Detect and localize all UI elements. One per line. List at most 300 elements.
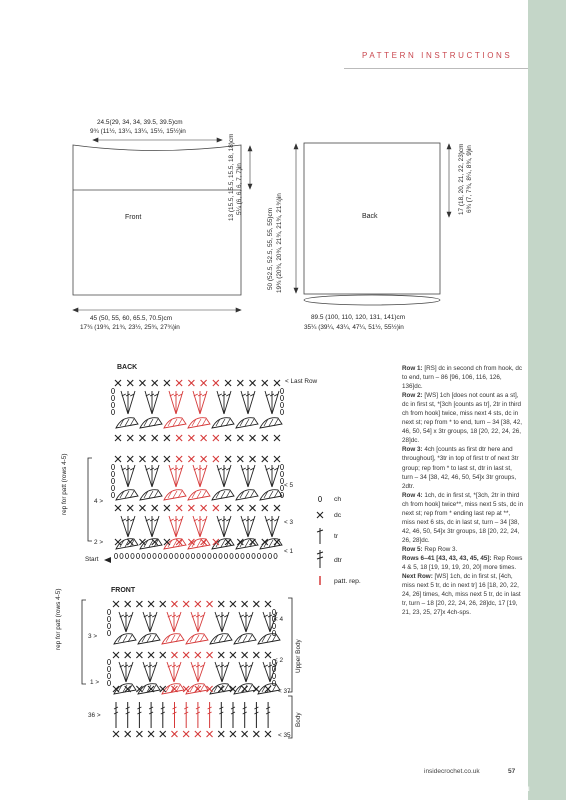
- ch-symbol: [272, 680, 275, 685]
- tr-group-symbol: [241, 391, 255, 414]
- dc-symbol: [237, 505, 243, 511]
- dc-symbol: [113, 652, 119, 658]
- upper-body-bracket: [288, 598, 292, 692]
- ch-symbol: [280, 395, 283, 400]
- instruction-label: Next Row:: [402, 573, 433, 581]
- ch-symbol: [208, 553, 211, 558]
- ch-symbol: [111, 464, 114, 469]
- instruction-text: [RS] dc in second ch from hook, dc to end, turn – 86 [96, 106, 116, 126, 136]dc.: [402, 365, 523, 391]
- tr-group-symbol: [143, 612, 157, 632]
- back-height-dim-in: 19¾ (20¾, 20¾, 21¾, 21¾, 21¾)in: [276, 193, 283, 293]
- front-row-36-label: 36 >: [88, 712, 101, 719]
- dc-symbol: [213, 456, 219, 462]
- cluster-stroke: [221, 419, 225, 426]
- dc-symbol: [262, 380, 268, 386]
- dc-symbol: [115, 435, 121, 441]
- dc-symbol: [183, 652, 189, 658]
- ch-symbol: [111, 402, 114, 407]
- ch-symbol: [272, 630, 275, 635]
- dc-symbol: [218, 731, 224, 737]
- ch-symbol: [111, 471, 114, 476]
- cluster-stroke: [269, 540, 273, 547]
- dc-symbol: [262, 435, 268, 441]
- tr-group-symbol: [191, 662, 205, 682]
- dc-symbol: [265, 601, 271, 607]
- dc-symbol: [262, 456, 268, 462]
- instruction-label: Row 4:: [402, 491, 423, 499]
- dc-symbol: [213, 435, 219, 441]
- dc-symbol: [115, 539, 121, 545]
- dc-symbol: [152, 380, 158, 386]
- ch-symbol: [274, 553, 277, 558]
- cluster-stroke: [125, 491, 129, 498]
- instruction-row-5: [402, 545, 524, 554]
- footer-site: insidecrochet.co.uk: [424, 768, 480, 775]
- front-bottom-dim-cm: 45 (50, 55, 60, 65.5, 70.5)cm: [90, 315, 173, 322]
- cluster-stroke: [149, 419, 153, 426]
- dc-symbol: [250, 380, 256, 386]
- cluster-stroke: [171, 635, 175, 642]
- start-arrow: [104, 557, 111, 563]
- legend-ch: ch: [334, 496, 342, 503]
- cluster-stroke: [125, 419, 129, 426]
- dc-symbol: [115, 456, 121, 462]
- cluster-stroke: [245, 419, 249, 426]
- dc-symbol: [160, 652, 166, 658]
- instruction-row-2: [402, 391, 524, 445]
- dc-symbol: [242, 652, 248, 658]
- dc-symbol: [253, 601, 259, 607]
- dc-symbol: [139, 380, 145, 386]
- front-top-dim-cm: 24.5(29, 34, 34, 39.5, 39.5)cm: [97, 119, 183, 126]
- ch-symbol: [219, 553, 222, 558]
- dc-symbol: [237, 380, 243, 386]
- dc-symbol: [262, 505, 268, 511]
- tr-group-symbol: [191, 612, 205, 632]
- dc-symbol: [183, 686, 189, 692]
- dc-symbol: [113, 601, 119, 607]
- instruction-row-3: [402, 445, 524, 490]
- ch-symbol: [263, 553, 266, 558]
- dc-symbol: [225, 539, 231, 545]
- legend-dtr: dtr: [334, 557, 342, 564]
- cluster-stroke: [269, 419, 273, 426]
- back-start-label: Start: [85, 556, 99, 563]
- dc-symbol: [148, 731, 154, 737]
- back-height-dim-cm: 50 (52.5, 52.5, 55, 55, 55)cm: [267, 207, 274, 290]
- dc-symbol: [125, 601, 131, 607]
- ch-symbol: [280, 464, 283, 469]
- back-row-4-label: 4 >: [94, 498, 104, 505]
- ch-symbol: [107, 616, 110, 621]
- tr-group-symbol: [145, 391, 159, 414]
- cluster-stroke: [269, 491, 273, 498]
- tr-group-symbol: [121, 516, 135, 537]
- dc-symbol: [201, 505, 207, 511]
- tr-group-symbol: [239, 662, 253, 682]
- ch-symbol: [235, 553, 238, 558]
- tr-group-symbol: [121, 391, 135, 414]
- dc-symbol: [225, 456, 231, 462]
- cluster-stroke: [149, 540, 153, 547]
- ch-symbol: [202, 553, 205, 558]
- dc-symbol: [152, 435, 158, 441]
- ch-symbol: [318, 496, 321, 501]
- tr-group-symbol: [265, 391, 279, 414]
- dc-symbol: [136, 601, 142, 607]
- back-side-dim-in: 6¾ (7, 7¾, 8¼, 8¾, 9)in: [466, 145, 473, 213]
- back-piece-label: Back: [362, 213, 378, 220]
- dc-symbol: [242, 601, 248, 607]
- instruction-label: Row 2:: [402, 392, 423, 400]
- instruction-rows-6-41: [402, 554, 524, 572]
- dc-symbol: [265, 652, 271, 658]
- instruction-text: Rep Row 3.: [422, 545, 458, 553]
- ch-symbol: [131, 553, 134, 558]
- back-row-5-label: < 5: [284, 482, 294, 489]
- cluster-stroke: [123, 635, 127, 642]
- instruction-text: Rep Rows 4 & 5, 18 [19, 19, 19, 20, 20] more times.: [402, 554, 523, 572]
- back-row-1-label: < 1: [284, 548, 294, 555]
- tr-group-symbol: [193, 391, 207, 414]
- tr-group-symbol: [239, 612, 253, 632]
- dc-symbol: [195, 601, 201, 607]
- cluster-stroke: [147, 635, 151, 642]
- instruction-text: 1ch, dc in first st, *[3ch, 2tr in third ch from hook] twice**, miss next 5 sts, dc in next st; rep from * ending last rep at **, miss next 6 sts, dc in last st, turn – 34 [38, 42, 46, 50, 54]x 3tr groups, 18 [20, 22, 24, 26, 28]dc.: [402, 491, 524, 544]
- dc-symbol: [188, 505, 194, 511]
- dc-symbol: [242, 731, 248, 737]
- front-side-dim-cm: 13 (15.5, 15.5, 15.5, 18, 18)cm: [228, 133, 235, 221]
- front-piece-label: Front: [125, 214, 142, 221]
- ch-symbol: [252, 553, 255, 558]
- tr-group-symbol: [169, 391, 183, 414]
- dc-symbol: [250, 435, 256, 441]
- cluster-stroke: [267, 635, 271, 642]
- dc-symbol: [207, 601, 213, 607]
- ch-symbol: [280, 409, 283, 414]
- tr-group-symbol: [215, 662, 229, 682]
- dc-symbol: [160, 601, 166, 607]
- dc-symbol: [164, 505, 170, 511]
- dc-symbol: [201, 456, 207, 462]
- dc-symbol: [127, 505, 133, 511]
- ch-symbol: [107, 680, 110, 685]
- back-row-2-label: 2 >: [94, 539, 104, 546]
- dc-symbol: [253, 686, 259, 692]
- back-rep-label: rep for patt (rows 4-5): [61, 453, 68, 515]
- dc-symbol: [183, 601, 189, 607]
- back-side-dim-cm: 17 (18, 20, 21, 22, 23)cm: [458, 143, 465, 215]
- dc-symbol: [274, 435, 280, 441]
- ch-symbol: [272, 609, 275, 614]
- ch-symbol: [120, 553, 123, 558]
- cluster-stroke: [195, 635, 199, 642]
- instruction-row-4: [402, 491, 524, 545]
- dc-symbol: [265, 686, 271, 692]
- ch-symbol: [280, 402, 283, 407]
- front-row-3-label: 3 >: [88, 633, 98, 640]
- dc-symbol: [164, 435, 170, 441]
- dc-symbol: [237, 435, 243, 441]
- ch-symbol: [246, 553, 249, 558]
- dc-symbol: [148, 652, 154, 658]
- legend-dtr-symbol: [317, 550, 323, 568]
- front-body-label: Body: [295, 712, 302, 727]
- ch-symbol: [175, 553, 178, 558]
- dc-symbol: [160, 731, 166, 737]
- footer-page-number: 57: [508, 768, 516, 775]
- tr-group-symbol: [167, 662, 181, 682]
- dc-symbol: [152, 456, 158, 462]
- cluster-stroke: [219, 635, 223, 642]
- ch-symbol: [191, 553, 194, 558]
- dc-symbol: [195, 652, 201, 658]
- back-chart-title: BACK: [117, 364, 138, 371]
- dc-symbol: [176, 456, 182, 462]
- back-bottom-dim-in: 35¼ (39¼, 43¼, 47¼, 51½, 55½)in: [304, 324, 404, 331]
- front-top-dim-in: 9¾ (11½, 13¼, 13¼, 15½, 15½)in: [90, 128, 186, 135]
- cluster-stroke: [221, 491, 225, 498]
- front-row-2-label: < 2: [274, 657, 284, 664]
- dc-symbol: [250, 505, 256, 511]
- ch-symbol: [136, 553, 139, 558]
- ch-symbol: [111, 492, 114, 497]
- tr-group-symbol: [217, 516, 231, 537]
- cluster-stroke: [243, 635, 247, 642]
- ch-symbol: [107, 630, 110, 635]
- tr-group-symbol: [263, 662, 277, 682]
- dc-symbol: [274, 380, 280, 386]
- dc-symbol: [188, 435, 194, 441]
- ch-symbol: [224, 553, 227, 558]
- dc-symbol: [242, 686, 248, 692]
- ch-symbol: [280, 471, 283, 476]
- ch-symbol: [147, 553, 150, 558]
- dc-symbol: [250, 456, 256, 462]
- dc-symbol: [164, 456, 170, 462]
- instruction-label: Row 3:: [402, 446, 423, 454]
- instruction-text: [WS] 1ch [does not count as a st], dc in first st, *[3ch [counts as tr], 2tr in third ch from hook] twice, miss next 4 sts, dc in next st; rep from * to end, turn – 34 [38, 42, 46, 50, 54] x 3tr groups, 18 [20, 22, 24, 26, 28]dc.: [402, 392, 523, 445]
- dc-symbol: [218, 601, 224, 607]
- ch-symbol: [111, 388, 114, 393]
- cluster-stroke: [245, 491, 249, 498]
- ch-symbol: [164, 553, 167, 558]
- dc-symbol: [225, 435, 231, 441]
- ch-symbol: [111, 409, 114, 414]
- front-row-37-label: < 37: [278, 688, 291, 695]
- dc-symbol: [253, 652, 259, 658]
- dc-symbol: [136, 652, 142, 658]
- dc-symbol: [176, 380, 182, 386]
- dc-symbol: [207, 652, 213, 658]
- ch-symbol: [111, 485, 114, 490]
- ch-symbol: [107, 673, 110, 678]
- front-chart-title: FRONT: [111, 587, 136, 594]
- dc-symbol: [139, 456, 145, 462]
- tr-group-symbol: [145, 465, 159, 487]
- ch-symbol: [180, 553, 183, 558]
- instruction-label: Row 5:: [402, 545, 423, 553]
- dc-symbol: [201, 435, 207, 441]
- ch-symbol: [107, 623, 110, 628]
- tr-group-symbol: [241, 465, 255, 487]
- cluster-stroke: [245, 540, 249, 547]
- dc-symbol: [115, 505, 121, 511]
- dc-symbol: [274, 505, 280, 511]
- tr-group-symbol: [119, 612, 133, 632]
- tr-group-symbol: [217, 465, 231, 487]
- ch-symbol: [153, 553, 156, 558]
- dc-symbol: [171, 601, 177, 607]
- ch-symbol: [169, 553, 172, 558]
- instruction-next-row: [402, 572, 524, 617]
- back-rep-bracket: [88, 458, 92, 541]
- ch-symbol: [107, 609, 110, 614]
- ch-symbol: [197, 553, 200, 558]
- tr-group-symbol: [169, 516, 183, 537]
- dc-symbol: [183, 731, 189, 737]
- instruction-text: [WS] 1ch, dc in first st, [4ch, miss next 5 tr, dc in next tr] 16 [18, 20, 22, 24, 26] times, 4ch, miss next 5 tr, dc in last tr, turn – 18 [20, 22, 24, 26, 28]dc, 17 [19, 21, 23, 25, 27]x 4ch-sps.: [402, 573, 521, 617]
- dc-symbol: [171, 731, 177, 737]
- dc-symbol: [127, 435, 133, 441]
- dc-symbol: [250, 539, 256, 545]
- front-bottom-dim-in: 17¾ (19¾, 21¾, 23½, 25¾, 27¾)in: [80, 324, 180, 331]
- tr-group-symbol: [169, 465, 183, 487]
- dc-symbol: [237, 456, 243, 462]
- ch-symbol: [158, 553, 161, 558]
- back-last-row-label: < Last Row: [285, 378, 318, 385]
- dc-symbol: [164, 380, 170, 386]
- cluster-stroke: [173, 419, 177, 426]
- page-header: PATTERN INSTRUCTIONS: [362, 51, 513, 60]
- ch-symbol: [230, 553, 233, 558]
- dc-symbol: [176, 435, 182, 441]
- front-rep-bracket: [82, 600, 86, 684]
- legend-dc: dc: [334, 512, 342, 519]
- ch-symbol: [107, 666, 110, 671]
- dc-symbol: [201, 380, 207, 386]
- instruction-row-1: [402, 364, 524, 391]
- dc-symbol: [237, 539, 243, 545]
- dc-symbol: [230, 652, 236, 658]
- dc-symbol: [225, 380, 231, 386]
- ch-symbol: [268, 553, 271, 558]
- tr-group-symbol: [145, 516, 159, 537]
- dc-symbol: [139, 435, 145, 441]
- front-row-35-label: < 35: [278, 732, 291, 739]
- ch-symbol: [241, 553, 244, 558]
- dc-symbol: [274, 539, 280, 545]
- tr-group-symbol: [143, 662, 157, 682]
- dc-symbol: [230, 601, 236, 607]
- dc-symbol: [148, 601, 154, 607]
- tr-group-symbol: [121, 465, 135, 487]
- ch-symbol: [213, 553, 216, 558]
- ch-symbol: [107, 659, 110, 664]
- dc-symbol: [207, 731, 213, 737]
- front-row-4-label: < 4: [274, 616, 284, 623]
- ch-symbol: [111, 395, 114, 400]
- ch-symbol: [186, 553, 189, 558]
- legend-patt-rep: patt. rep.: [334, 578, 361, 585]
- dc-symbol: [213, 505, 219, 511]
- ch-symbol: [125, 553, 128, 558]
- instruction-label: Row 1:: [402, 365, 423, 372]
- ch-symbol: [111, 478, 114, 483]
- watermark: PassionForum.ru: [465, 783, 530, 793]
- dc-symbol: [139, 505, 145, 511]
- dc-symbol: [125, 731, 131, 737]
- tr-group-symbol: [193, 516, 207, 537]
- tr-group-symbol: [265, 516, 279, 537]
- ch-symbol: [114, 553, 117, 558]
- tr-group-symbol: [167, 612, 181, 632]
- dc-symbol: [218, 652, 224, 658]
- dc-symbol: [152, 505, 158, 511]
- cluster-stroke: [221, 540, 225, 547]
- dc-symbol: [136, 731, 142, 737]
- dc-symbol: [218, 686, 224, 692]
- tr-group-symbol: [241, 516, 255, 537]
- dc-symbol: [176, 505, 182, 511]
- dc-symbol: [225, 505, 231, 511]
- cluster-stroke: [197, 491, 201, 498]
- ch-symbol: [280, 388, 283, 393]
- ch-symbol: [257, 553, 260, 558]
- cluster-stroke: [197, 419, 201, 426]
- front-upper-body-label: Upper Body: [295, 639, 302, 673]
- dc-symbol: [230, 731, 236, 737]
- dc-symbol: [253, 731, 259, 737]
- dc-symbol: [127, 380, 133, 386]
- dc-symbol: [213, 380, 219, 386]
- tr-group-symbol: [217, 391, 231, 414]
- dc-symbol: [274, 456, 280, 462]
- cluster-stroke: [149, 491, 153, 498]
- cluster-stroke: [173, 491, 177, 498]
- dc-symbol: [125, 652, 131, 658]
- instruction-text: 4ch [counts as first dtr here and throughout], *3tr in top of first tr of next 3tr group; rep from * to last st, dtr in last st, turn – 34 [38, 42, 46, 50, 54]x 3tr groups, 2dtr.: [402, 446, 519, 490]
- tr-group-symbol: [265, 465, 279, 487]
- dc-symbol: [115, 380, 121, 386]
- legend-tr: tr: [334, 533, 339, 540]
- ch-symbol: [142, 553, 145, 558]
- front-rep-label: rep for patt (rows 4-5): [55, 588, 62, 650]
- dc-symbol: [195, 731, 201, 737]
- tr-group-symbol: [193, 465, 207, 487]
- tr-group-symbol: [119, 662, 133, 682]
- legend-tr-symbol: [317, 528, 323, 544]
- cluster-stroke: [173, 540, 177, 547]
- dc-symbol: [127, 456, 133, 462]
- front-row-1-label: 1 >: [90, 679, 100, 686]
- dc-symbol: [265, 731, 271, 737]
- dc-symbol: [139, 539, 145, 545]
- back-row-3-label: < 3: [284, 519, 294, 526]
- pattern-instructions: [402, 364, 524, 617]
- dc-symbol: [113, 731, 119, 737]
- cluster-stroke: [197, 540, 201, 547]
- tr-group-symbol: [215, 612, 229, 632]
- front-side-dim-in: 5¼ (6, 6, 6, 7, 7)in: [236, 163, 243, 215]
- dc-symbol: [188, 456, 194, 462]
- instruction-label: Rows 6–41 [43, 43, 43, 45, 45]:: [402, 554, 492, 562]
- dc-symbol: [171, 652, 177, 658]
- dc-symbol: [317, 512, 323, 518]
- ch-symbol: [272, 673, 275, 678]
- back-bottom-dim-cm: 89.5 (100, 110, 120, 131, 141)cm: [311, 314, 406, 321]
- dc-symbol: [188, 380, 194, 386]
